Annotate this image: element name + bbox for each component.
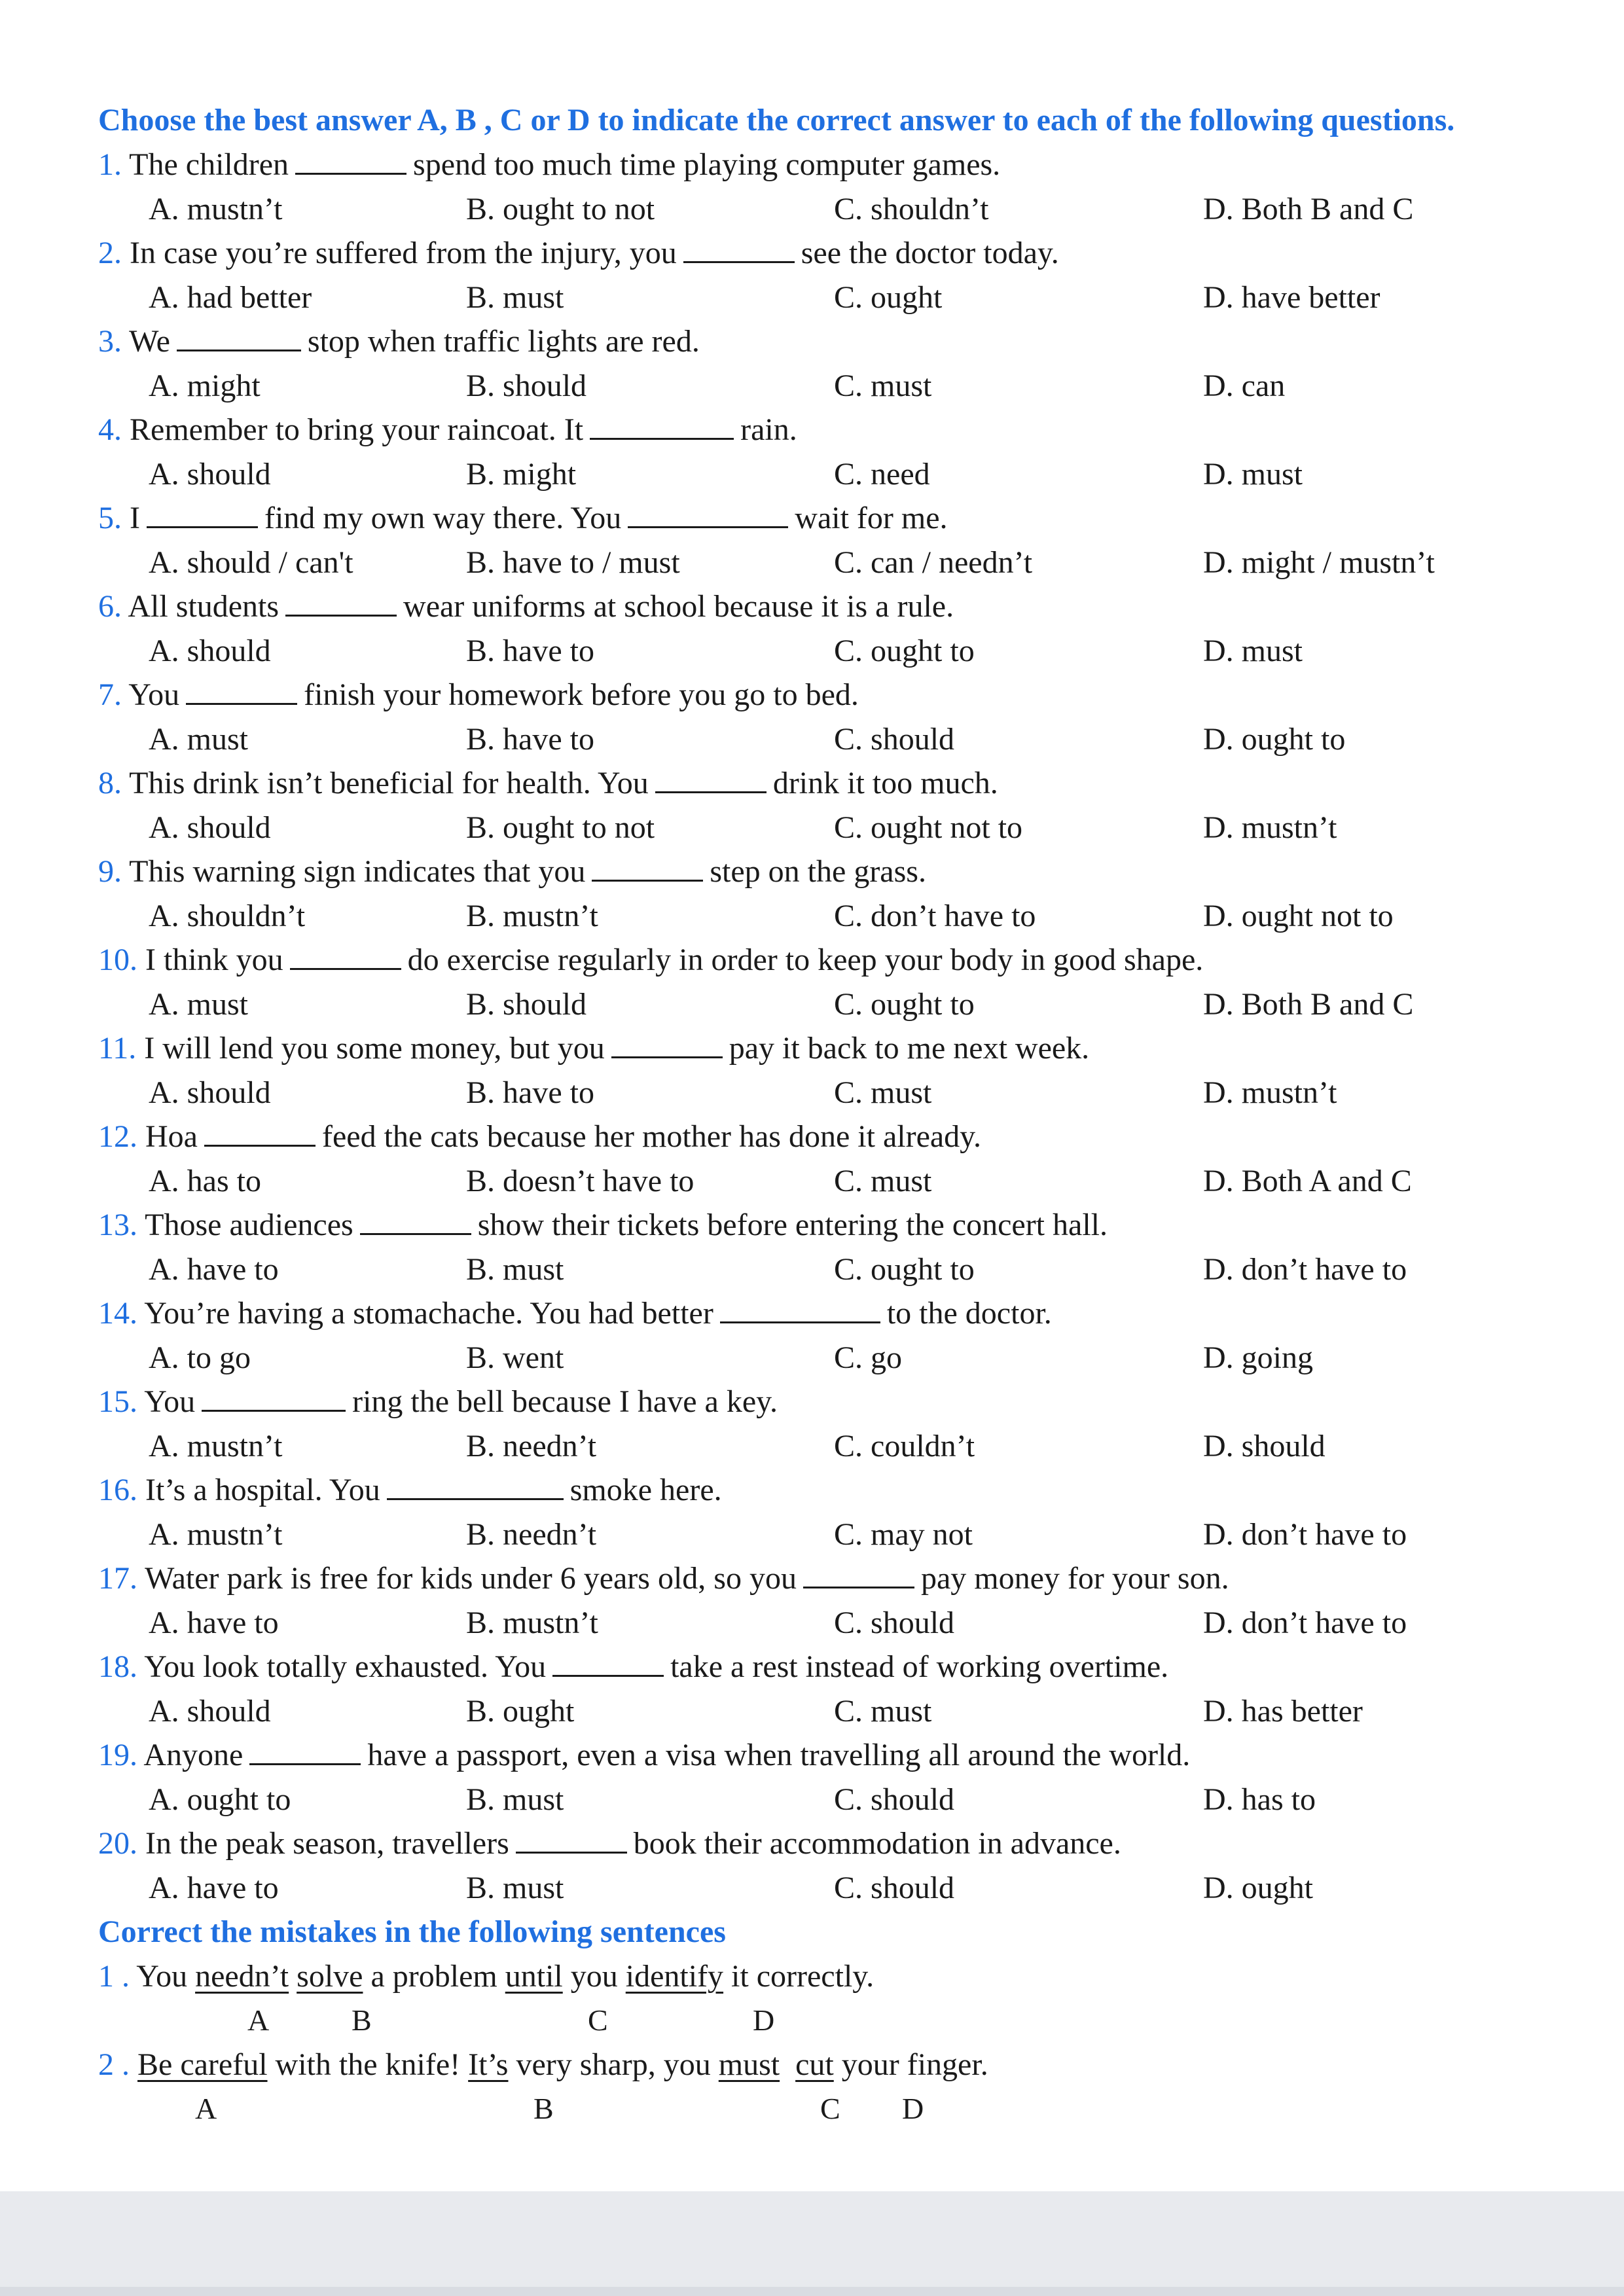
option-letter: A — [247, 2003, 270, 2037]
option-a: A. must — [149, 986, 249, 1022]
option-d: D. has better — [1203, 1693, 1363, 1729]
answer-blank — [655, 765, 767, 793]
option-b: B. ought — [466, 1693, 575, 1729]
correction-sentence — [98, 2043, 1525, 2087]
option-a: A. should — [149, 810, 271, 845]
option-letters-row — [98, 2087, 1525, 2131]
underlined-segment: solve — [297, 1958, 363, 1994]
sentence-text: it correctly. — [723, 1958, 875, 1994]
question-text-before: Those audiences — [145, 1208, 353, 1242]
option-c: C. must — [834, 368, 932, 403]
answer-blank — [177, 323, 301, 351]
answer-options-row — [98, 894, 1525, 939]
option-c: C. should — [834, 1870, 955, 1905]
question-text-after: find my own way there. You — [264, 501, 622, 535]
question-number: 11. — [98, 1031, 137, 1066]
underlined-segment: must — [718, 2047, 780, 2082]
answer-options-row — [98, 452, 1525, 497]
option-letter: B — [533, 2092, 554, 2125]
question-text-before: You — [128, 677, 180, 712]
option-c: C. ought to — [834, 986, 975, 1022]
option-c: C. can / needn’t — [834, 545, 1033, 580]
answer-blank — [249, 1737, 361, 1765]
answer-options-row — [98, 982, 1525, 1027]
question-line — [98, 1380, 1525, 1424]
option-a: A. have to — [149, 1251, 279, 1287]
option-a: A. should — [149, 1693, 271, 1729]
question-number: 19. — [98, 1738, 137, 1772]
question-text-before: Anyone — [143, 1738, 244, 1772]
option-d: D. Both A and C — [1203, 1163, 1412, 1198]
option-b: B. might — [466, 456, 577, 492]
option-letters-row — [98, 1998, 1525, 2043]
question-text-after: do exercise regularly in order to keep your body in good shape. — [407, 942, 1204, 977]
question-number: 2. — [98, 236, 122, 270]
option-a: A. has to — [149, 1163, 261, 1198]
question-line — [98, 1821, 1525, 1866]
option-a: A. should — [149, 1075, 271, 1110]
question-text-after: drink it too much. — [772, 766, 998, 800]
option-d: D. might / mustn’t — [1203, 545, 1435, 580]
option-letter: C — [820, 2092, 840, 2125]
answer-options-row — [98, 1336, 1525, 1380]
instruction-heading: Choose the best answer A, B , C or D to indicate the correct answer to each of the following questions. — [98, 103, 1455, 137]
question-text-after: take a rest instead of working overtime. — [670, 1649, 1169, 1684]
option-d: D. ought not to — [1203, 898, 1394, 933]
option-b: B. have to / must — [466, 545, 680, 580]
option-a: A. mustn’t — [149, 1516, 283, 1552]
option-letter: A — [195, 2092, 217, 2125]
option-b: B. ought to not — [466, 191, 655, 226]
option-b: B. have to — [466, 721, 594, 757]
answer-blank — [147, 500, 258, 528]
option-a: A. should — [149, 456, 271, 492]
option-a: A. ought to — [149, 1782, 291, 1817]
option-c: C. should — [834, 1605, 955, 1640]
option-letter: D — [753, 2003, 775, 2037]
option-b: B. needn’t — [466, 1428, 597, 1463]
question-text-before: Remember to bring your raincoat. It — [130, 412, 584, 447]
option-d: D. have better — [1203, 279, 1380, 315]
correction-list — [98, 1954, 1525, 2131]
option-d: D. Both B and C — [1203, 191, 1414, 226]
question-line — [98, 408, 1525, 452]
question-text-before: You’re having a stomachache. You had better — [144, 1296, 713, 1331]
question-line — [98, 143, 1525, 187]
question-text-before: The children — [129, 147, 289, 182]
question-text-before: I — [130, 501, 140, 535]
option-a: A. mustn’t — [149, 1428, 283, 1463]
answer-options-row — [98, 629, 1525, 673]
question-text-before: In the peak season, travellers — [145, 1826, 509, 1861]
answer-options-row — [98, 364, 1525, 408]
question-text-before: You — [144, 1384, 196, 1419]
underlined-segment: cut — [795, 2047, 834, 2082]
question-text-after: have a passport, even a visa when travelling all around the world. — [367, 1738, 1191, 1772]
question-line — [98, 673, 1525, 717]
option-b: B. should — [466, 368, 587, 403]
option-a: A. might — [149, 368, 261, 403]
question-text-before: In case you’re suffered from the injury, you — [130, 236, 677, 270]
question-text-after: pay it back to me next week. — [729, 1031, 1090, 1066]
question-text-after: rain. — [740, 412, 797, 447]
option-letter: D — [902, 2092, 924, 2125]
sentence-text — [780, 2047, 795, 2082]
option-a: A. must — [149, 721, 249, 757]
option-d: D. should — [1203, 1428, 1326, 1463]
sentence-text: very sharp, you — [508, 2047, 719, 2082]
question-number: 1. — [98, 147, 122, 182]
question-number: 17. — [98, 1561, 137, 1596]
question-line — [98, 1026, 1525, 1071]
worksheet-content — [98, 98, 1525, 2131]
question-number: 3. — [98, 324, 122, 359]
answer-options-row — [98, 276, 1525, 320]
question-text-after: spend too much time playing computer games. — [413, 147, 1001, 182]
question-line — [98, 761, 1525, 806]
page-footer-line — [0, 2287, 1624, 2296]
option-a: A. should / can't — [149, 545, 353, 580]
option-b: B. must — [466, 1251, 564, 1287]
correction-number: 2 . — [98, 2047, 130, 2082]
question-text-before: This warning sign indicates that you — [129, 854, 586, 889]
option-c: C. must — [834, 1075, 932, 1110]
question-number: 9. — [98, 854, 122, 889]
question-text-after: step on the grass. — [710, 854, 926, 889]
question-line — [98, 850, 1525, 894]
question-text-after: see the doctor today. — [801, 236, 1059, 270]
correction-sentence — [98, 1954, 1525, 1999]
question-number: 10. — [98, 942, 137, 977]
option-d: D. must — [1203, 456, 1303, 492]
answer-blank — [204, 1119, 316, 1147]
answer-options-row — [98, 187, 1525, 232]
option-d: D. Both B and C — [1203, 986, 1414, 1022]
sentence-text: with the knife! — [267, 2047, 469, 2082]
correction-number: 1 . — [98, 1958, 130, 1994]
question-text-before: I think you — [145, 942, 283, 977]
question-line — [98, 1115, 1525, 1159]
answer-blank — [202, 1384, 346, 1412]
answer-options-row — [98, 1866, 1525, 1910]
option-b: B. have to — [466, 1075, 594, 1110]
question-text-after: wait for me. — [795, 501, 948, 535]
answer-blank — [590, 412, 734, 440]
question-text-after: stop when traffic lights are red. — [307, 324, 700, 359]
underlined-segment: It’s — [468, 2047, 509, 2082]
option-c: C. ought not to — [834, 810, 1023, 845]
question-line — [98, 938, 1525, 982]
answer-options-row — [98, 1601, 1525, 1645]
option-c: C. couldn’t — [834, 1428, 975, 1463]
sentence-text: you — [562, 1958, 626, 1994]
question-line — [98, 496, 1525, 541]
answer-options-row — [98, 1689, 1525, 1734]
answer-blank — [592, 853, 703, 882]
question-text-after: to the doctor. — [886, 1296, 1052, 1331]
sentence-text — [289, 1959, 297, 1994]
question-text-after: pay money for your son. — [920, 1561, 1229, 1596]
option-c: C. should — [834, 721, 955, 757]
question-number: 4. — [98, 412, 122, 447]
option-a: A. to go — [149, 1340, 251, 1375]
question-line — [98, 1291, 1525, 1336]
answer-blank — [387, 1472, 564, 1500]
option-c: C. ought to — [834, 1251, 975, 1287]
option-d: D. ought to — [1203, 721, 1346, 757]
question-number: 12. — [98, 1119, 137, 1154]
option-c: C. go — [834, 1340, 903, 1375]
underlined-segment: until — [505, 1958, 563, 1994]
question-list — [98, 143, 1525, 1910]
question-text-before: Water park is free for kids under 6 years old, so you — [145, 1561, 797, 1596]
sentence-text: You — [136, 1958, 196, 1994]
option-d: D. mustn’t — [1203, 810, 1337, 845]
question-text-after: show their tickets before entering the concert hall. — [477, 1208, 1108, 1242]
option-c: C. must — [834, 1163, 932, 1198]
answer-blank — [803, 1560, 914, 1588]
option-c: C. ought — [834, 279, 943, 315]
question-line — [98, 1645, 1525, 1689]
option-d: D. ought — [1203, 1870, 1313, 1905]
option-b: B. needn’t — [466, 1516, 597, 1552]
answer-blank — [628, 500, 788, 528]
option-d: D. don’t have to — [1203, 1251, 1407, 1287]
option-b: B. mustn’t — [466, 898, 598, 933]
section-correct-mistakes-title: Correct the mistakes in the following sentences — [98, 1914, 726, 1949]
answer-options-row — [98, 1778, 1525, 1822]
question-number: 8. — [98, 766, 122, 800]
answer-options-row — [98, 1159, 1525, 1204]
answer-blank — [720, 1295, 880, 1323]
answer-options-row — [98, 717, 1525, 762]
question-text-before: It’s a hospital. You — [145, 1473, 380, 1507]
option-b: B. must — [466, 1782, 564, 1817]
underlined-segment: Be careful — [137, 2047, 268, 2082]
question-text-before: You look totally exhausted. You — [144, 1649, 547, 1684]
option-a: A. have to — [149, 1605, 279, 1640]
answer-blank — [295, 147, 406, 175]
option-letter: B — [352, 2003, 372, 2037]
option-d: D. can — [1203, 368, 1286, 403]
page-footer-band — [0, 2191, 1624, 2296]
option-c: C. should — [834, 1782, 955, 1817]
question-number: 5. — [98, 501, 122, 535]
question-line — [98, 231, 1525, 276]
answer-blank — [290, 942, 401, 970]
answer-options-row — [98, 1513, 1525, 1557]
question-number: 16. — [98, 1473, 137, 1507]
option-d: D. has to — [1203, 1782, 1316, 1817]
question-text-before: I will lend you some money, but you — [144, 1031, 605, 1066]
option-c: C. may not — [834, 1516, 973, 1552]
option-a: A. mustn’t — [149, 191, 283, 226]
option-b: B. ought to not — [466, 810, 655, 845]
option-a: A. had better — [149, 279, 312, 315]
question-text-before: This drink isn’t beneficial for health. You — [129, 766, 649, 800]
option-c: C. shouldn’t — [834, 191, 989, 226]
answer-options-row — [98, 1424, 1525, 1469]
question-text-after: ring the bell because I have a key. — [352, 1384, 778, 1419]
answer-blank — [611, 1030, 723, 1058]
answer-blank — [516, 1825, 627, 1854]
question-line — [98, 1203, 1525, 1247]
question-line — [98, 319, 1525, 364]
option-b: B. doesn’t have to — [466, 1163, 695, 1198]
option-b: B. must — [466, 1870, 564, 1905]
option-b: B. went — [466, 1340, 564, 1375]
question-number: 13. — [98, 1208, 137, 1242]
question-text-after: smoke here. — [569, 1473, 722, 1507]
question-line — [98, 584, 1525, 629]
underlined-segment: needn’t — [195, 1958, 289, 1994]
question-number: 14. — [98, 1296, 137, 1331]
question-text-before: All students — [128, 589, 280, 624]
option-a: A. should — [149, 633, 271, 668]
question-line — [98, 1733, 1525, 1778]
answer-options-row — [98, 1071, 1525, 1115]
option-letter: C — [588, 2003, 608, 2037]
option-b: B. have to — [466, 633, 594, 668]
answer-blank — [186, 677, 297, 705]
option-d: D. don’t have to — [1203, 1605, 1407, 1640]
question-number: 15. — [98, 1384, 137, 1419]
question-number: 7. — [98, 677, 122, 712]
answer-blank — [552, 1649, 664, 1677]
question-text-after: finish your homework before you go to bed. — [304, 677, 859, 712]
question-text-after: feed the cats because her mother has done it already. — [321, 1119, 982, 1154]
option-c: C. must — [834, 1693, 932, 1729]
question-number: 18. — [98, 1649, 137, 1684]
option-d: D. mustn’t — [1203, 1075, 1337, 1110]
question-text-after: wear uniforms at school because it is a rule. — [403, 589, 954, 624]
option-c: C. don’t have to — [834, 898, 1036, 933]
sentence-text: your finger. — [833, 2047, 988, 2082]
question-line — [98, 1468, 1525, 1513]
answer-options-row — [98, 1247, 1525, 1292]
question-text-before: We — [129, 324, 170, 359]
question-number: 6. — [98, 589, 122, 624]
underlined-segment: identify — [625, 1958, 724, 1994]
answer-blank — [285, 588, 397, 617]
option-a: A. have to — [149, 1870, 279, 1905]
question-text-after: book their accommodation in advance. — [633, 1826, 1121, 1861]
sentence-text: a problem — [363, 1958, 505, 1994]
option-a: A. shouldn’t — [149, 898, 306, 933]
option-b: B. mustn’t — [466, 1605, 598, 1640]
question-text-before: Hoa — [145, 1119, 198, 1154]
answer-blank — [360, 1207, 471, 1235]
answer-options-row — [98, 806, 1525, 850]
question-line — [98, 1556, 1525, 1601]
option-d: D. don’t have to — [1203, 1516, 1407, 1552]
option-c: C. need — [834, 456, 930, 492]
question-number: 20. — [98, 1826, 137, 1861]
option-b: B. must — [466, 279, 564, 315]
option-b: B. should — [466, 986, 587, 1022]
answer-blank — [683, 235, 795, 263]
option-d: D. must — [1203, 633, 1303, 668]
option-c: C. ought to — [834, 633, 975, 668]
option-d: D. going — [1203, 1340, 1313, 1375]
answer-options-row — [98, 541, 1525, 585]
